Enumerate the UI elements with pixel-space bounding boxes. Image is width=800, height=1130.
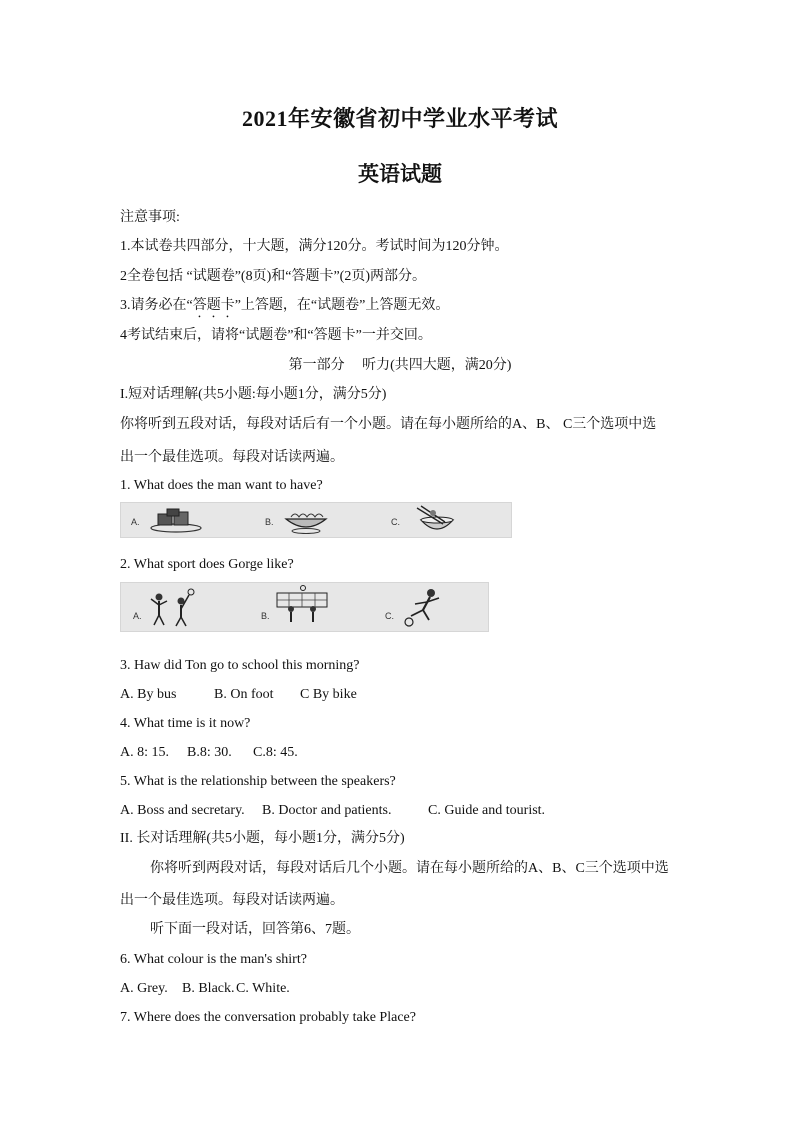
q1-option-a-label: A. bbox=[131, 517, 140, 527]
section2-instruction-3: 听下面一段对话，回答第6、7题。 bbox=[150, 922, 360, 937]
dumpling-chopsticks-picture bbox=[407, 504, 467, 536]
q1-option-b-label: B. bbox=[265, 517, 274, 527]
exam-subtitle: 英语试题 bbox=[358, 162, 442, 186]
notice-heading: 注意事项: bbox=[120, 210, 180, 225]
notice-item-2: 2全卷包括 “试题卷”(8页)和“答题卡”(2页)两部分。 bbox=[120, 269, 427, 284]
question-3: 3. Haw did Ton go to school this morning? bbox=[120, 658, 360, 673]
notice-item-3-before: 3.请务必在“ bbox=[120, 298, 193, 313]
q6-option-a: A. Grey. bbox=[120, 981, 168, 996]
q6-option-b: B. Black. bbox=[182, 981, 235, 996]
notice-item-3-after: ”上答题，在“试题卷”上答题无效。 bbox=[234, 298, 450, 313]
q3-option-b: B. On foot bbox=[214, 687, 274, 702]
q1-picture-options bbox=[120, 502, 512, 538]
q4-option-b: B.8: 30. bbox=[187, 745, 232, 760]
question-5: 5. What is the relationship between the speakers? bbox=[120, 774, 396, 789]
football-player-picture bbox=[401, 586, 451, 628]
noodle-bowl-picture bbox=[281, 505, 331, 535]
section2-heading: II. 长对话理解(共5小题，每小题1分，满分5分) bbox=[120, 831, 405, 846]
q2-option-c-label: C. bbox=[385, 611, 394, 621]
q6-option-c: C. White. bbox=[236, 981, 290, 996]
q2-picture-options bbox=[120, 582, 489, 632]
q4-options bbox=[120, 743, 298, 763]
section1-instruction-1: 你将听到五段对话，每段对话后有一个小题。请在每小题所给的A、B、 C三个选项中选 bbox=[120, 417, 657, 432]
question-2: 2. What sport does Gorge like? bbox=[120, 557, 294, 572]
q4-option-a: A. 8: 15. bbox=[120, 745, 169, 760]
section2-instruction-2: 出一个最佳选项。每段对话读两遍。 bbox=[120, 893, 344, 908]
question-6: 6. What colour is the man's shirt? bbox=[120, 952, 307, 967]
q3-option-a: A. By bus bbox=[120, 687, 177, 702]
q2-option-a-label: A. bbox=[133, 611, 142, 621]
q5-option-a: A. Boss and secretary. bbox=[120, 803, 245, 818]
exam-title: 2021年安徽省初中学业水平考试 bbox=[241, 106, 558, 131]
q4-option-c: C.8: 45. bbox=[253, 745, 298, 760]
q3-options bbox=[120, 685, 357, 705]
q3-option-c: C By bike bbox=[300, 687, 357, 702]
notice-item-3 bbox=[120, 296, 449, 321]
volleyball-net-picture bbox=[273, 585, 331, 629]
q1-option-c-label: C. bbox=[391, 517, 400, 527]
notice-item-3-emphasis: 答题卡 bbox=[192, 298, 235, 313]
q5-option-b: B. Doctor and patients. bbox=[262, 803, 392, 818]
cake-plate-picture bbox=[149, 506, 203, 534]
q5-option-c: C. Guide and tourist. bbox=[428, 803, 546, 818]
q6-options bbox=[120, 979, 290, 999]
question-7: 7. Where does the conversation probably take Place? bbox=[120, 1010, 416, 1025]
question-1: 1. What does the man want to have? bbox=[120, 478, 323, 493]
basketball-players-picture bbox=[145, 587, 197, 629]
part1-heading: 第一部分 听力(共四大题，满20分) bbox=[288, 358, 512, 373]
question-4: 4. What time is it now? bbox=[120, 716, 251, 731]
notice-item-4: 4考试结束后，请将“试题卷”和“答题卡”一并交回。 bbox=[120, 328, 432, 343]
section1-heading: I.短对话理解(共5小题:每小题1分，满分5分) bbox=[120, 387, 387, 402]
q2-option-b-label: B. bbox=[261, 611, 270, 621]
q5-options bbox=[120, 801, 545, 821]
section1-instruction-2: 出一个最佳选项。每段对话读两遍。 bbox=[120, 450, 344, 465]
notice-item-1: 1.本试卷共四部分，十大题，满分120分。考试时间为120分钟。 bbox=[120, 239, 509, 254]
section2-instruction-1: 你将听到两段对话，每段对话后几个小题。请在每小题所给的A、B、C三个选项中选 bbox=[150, 861, 669, 876]
